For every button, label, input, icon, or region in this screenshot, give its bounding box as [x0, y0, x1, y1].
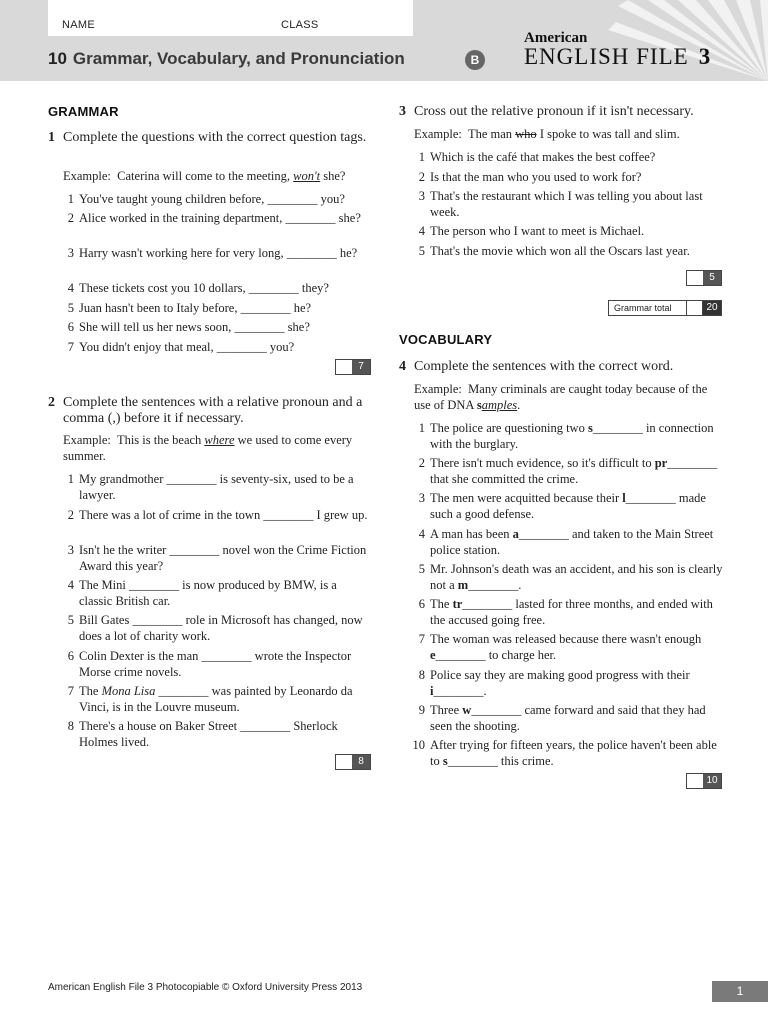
- version-badge: B: [465, 50, 485, 70]
- item-text: That's the movie which won all the Oscars last year.: [430, 244, 690, 258]
- question-3: [399, 104, 744, 120]
- example-text-end: she?: [320, 169, 346, 183]
- list-item[interactable]: [418, 490, 724, 522]
- example-label: Example:: [414, 127, 462, 141]
- grammar-total-input[interactable]: [687, 301, 703, 315]
- list-item[interactable]: [67, 245, 369, 261]
- list-item[interactable]: [67, 542, 371, 574]
- list-item[interactable]: [67, 577, 371, 609]
- score-box-q1[interactable]: [335, 359, 371, 375]
- item-number: 4: [418, 224, 425, 238]
- item-number: 2: [418, 170, 425, 184]
- item-text: There's a house on Baker Street ________ Sherlock Holmes lived.: [79, 719, 338, 749]
- item-text-end: ________ was painted by Leonardo da Vinci, is in the Louvre museum.: [79, 684, 353, 714]
- item-number: 3: [418, 189, 425, 203]
- score-max: 8: [352, 755, 370, 769]
- question-instruction: Complete the sentences with a relative pronoun and a comma (,) before it if necessary.: [63, 395, 363, 426]
- item-text-end: ________.: [468, 578, 522, 592]
- item-number: 1: [67, 472, 74, 486]
- item-text-end: ________ this crime.: [447, 754, 554, 768]
- example-label: Example:: [63, 433, 111, 447]
- item-text: There isn't much evidence, so it's difficult to: [430, 456, 655, 470]
- item-number: 3: [418, 491, 425, 505]
- item-text: My grandmother ________ is seventy-six, used to be a lawyer.: [79, 472, 354, 502]
- list-item[interactable]: [418, 223, 725, 239]
- item-number: 9: [418, 703, 425, 717]
- example-answer: won't: [293, 169, 321, 183]
- item-first-letter: e: [430, 648, 436, 662]
- item-number: 4: [67, 578, 74, 592]
- footer-brand: American English File 3: [48, 982, 154, 993]
- item-text: The Mini ________ is now produced by BMW, is a classic British car.: [79, 578, 337, 608]
- item-number: 4: [67, 281, 74, 295]
- list-item[interactable]: [418, 169, 725, 185]
- item-text: The men were acquitted because their: [430, 491, 623, 505]
- item-text: The police are questioning two: [430, 421, 588, 435]
- list-item[interactable]: [67, 300, 369, 316]
- brand-american: American: [524, 30, 588, 46]
- example-2: [63, 432, 363, 464]
- score-input[interactable]: [336, 755, 352, 769]
- item-number: 8: [418, 668, 425, 682]
- header-band: [0, 0, 768, 81]
- item-first-letter: m: [457, 578, 469, 592]
- item-number: 3: [67, 543, 74, 557]
- example-text-end: we used to come every summer.: [63, 433, 353, 463]
- list-item[interactable]: [67, 507, 371, 523]
- item-text: Colin Dexter is the man ________ wrote the Inspector Morse crime novels.: [79, 649, 352, 679]
- list-item[interactable]: [418, 420, 724, 452]
- question-1: [48, 130, 368, 146]
- score-box-q2[interactable]: [335, 754, 371, 770]
- item-title-italic: Mona Lisa: [101, 684, 156, 698]
- item-text: The: [430, 597, 453, 611]
- item-first-letter: a: [512, 527, 519, 541]
- item-text: Three: [430, 703, 463, 717]
- item-number: 6: [418, 597, 425, 611]
- list-item[interactable]: [67, 612, 371, 644]
- item-text: There was a lot of crime in the town ________ I grew up.: [79, 508, 368, 522]
- example-text: The man: [467, 127, 516, 141]
- grammar-total-label: Grammar total: [609, 301, 687, 315]
- list-item[interactable]: [418, 188, 725, 220]
- example-struck-word: who: [515, 127, 537, 141]
- item-number: 6: [67, 649, 74, 663]
- example-text: Many criminals are caught today because of the use of DNA: [414, 382, 708, 412]
- item-number: 7: [418, 632, 425, 646]
- item-number: 5: [418, 562, 425, 576]
- page-title: [48, 49, 405, 69]
- item-number: 2: [67, 508, 74, 522]
- question-instruction: Complete the sentences with the correct word.: [414, 359, 674, 374]
- example-label: Example:: [63, 169, 111, 183]
- example-text-end: .: [517, 398, 521, 412]
- list-item[interactable]: [67, 319, 369, 335]
- item-text: Mr. Johnson's death was an accident, and his son is clearly not a: [430, 562, 723, 592]
- item-text: You've taught young children before, ________ you?: [79, 192, 345, 206]
- item-number: 10: [412, 738, 425, 752]
- item-text-end: ________ in connection with the burglary.: [430, 421, 714, 451]
- item-text-end: ________.: [433, 684, 487, 698]
- item-text: A man has been: [430, 527, 513, 541]
- list-item[interactable]: [67, 339, 369, 355]
- score-max: 5: [703, 271, 721, 285]
- question-4: [399, 359, 744, 375]
- vocabulary-heading: VOCABULARY: [399, 332, 493, 347]
- page-number: 1: [712, 981, 768, 1002]
- example-answer: amples: [481, 398, 518, 412]
- item-number: 5: [67, 613, 74, 627]
- item-text: Isn't he the writer ________ novel won the Crime Fiction Award this year?: [79, 543, 367, 573]
- grammar-total-max: 20: [703, 301, 721, 315]
- item-number: 5: [418, 244, 425, 258]
- item-text: Juan hasn't been to Italy before, ________ he?: [79, 301, 312, 315]
- item-number: 3: [67, 246, 74, 260]
- list-item[interactable]: [67, 280, 369, 296]
- grammar-total-box[interactable]: [608, 300, 722, 316]
- brand-main-text: ENGLISH FILE: [524, 44, 689, 69]
- list-item[interactable]: [67, 191, 369, 207]
- question-instruction: Complete the questions with the correct question tags.: [63, 130, 367, 145]
- brand-level: 3: [698, 44, 712, 69]
- question-number: 1: [48, 130, 55, 145]
- item-text: Police say they are making good progress with their: [430, 668, 690, 682]
- list-item[interactable]: [67, 471, 371, 503]
- item-text: Harry wasn't working here for very long, ________ he?: [79, 246, 358, 260]
- item-text-end: ________ to charge her.: [435, 648, 557, 662]
- item-number: 6: [67, 320, 74, 334]
- example-answer: where: [204, 433, 235, 447]
- item-text: The: [79, 684, 102, 698]
- item-number: 8: [67, 719, 74, 733]
- item-number: 1: [67, 192, 74, 206]
- item-first-letter: pr: [654, 456, 668, 470]
- question-instruction: Cross out the relative pronoun if it isn't necessary.: [414, 104, 694, 119]
- list-item[interactable]: [418, 526, 724, 558]
- question-number: 2: [48, 395, 55, 410]
- class-label: CLASS: [281, 19, 319, 31]
- score-input[interactable]: [336, 360, 352, 374]
- list-item[interactable]: [67, 210, 369, 226]
- item-number: 7: [67, 340, 74, 354]
- score-input[interactable]: [687, 774, 703, 788]
- item-text-end: ________ that she committed the crime.: [430, 456, 718, 486]
- list-item[interactable]: [412, 737, 724, 769]
- item-first-letter: s: [442, 754, 448, 768]
- list-item[interactable]: [67, 718, 371, 750]
- question-2: [48, 395, 363, 427]
- list-item[interactable]: [67, 648, 371, 680]
- list-item[interactable]: [418, 243, 725, 259]
- item-number: 2: [67, 211, 74, 225]
- footer-rights: Photocopiable © Oxford University Press 2013: [155, 982, 363, 993]
- item-first-letter: i: [430, 684, 434, 698]
- item-first-letter: tr: [452, 597, 463, 611]
- name-label: NAME: [62, 19, 95, 31]
- question-number: 3: [399, 104, 406, 119]
- item-first-letter: l: [622, 491, 626, 505]
- item-number: 1: [418, 150, 425, 164]
- list-item[interactable]: [418, 631, 724, 663]
- item-text: Which is the café that makes the best coffee?: [430, 150, 656, 164]
- question-number: 4: [399, 359, 406, 374]
- example-label: Example:: [414, 382, 462, 396]
- list-item[interactable]: [418, 667, 724, 699]
- item-text: These tickets cost you 10 dollars, ________ they?: [79, 281, 329, 295]
- item-text: The person who I want to meet is Michael.: [430, 224, 645, 238]
- list-item[interactable]: [418, 561, 724, 593]
- item-text: She will tell us her news soon, ________ she?: [79, 320, 310, 334]
- example-first-letter: s: [476, 398, 482, 412]
- score-max: 7: [352, 360, 370, 374]
- item-number: 5: [67, 301, 74, 315]
- item-text-end: ________ came forward and said that they had seen the shooting.: [430, 703, 706, 733]
- item-text-end: ________ lasted for three months, and ended with the accused going free.: [430, 597, 713, 627]
- unit-number: 10: [48, 49, 67, 68]
- item-text: Alice worked in the training department, ________ she?: [79, 211, 361, 225]
- name-class-field[interactable]: [48, 0, 413, 36]
- item-number: 7: [67, 684, 74, 698]
- example-text: Caterina will come to the meeting,: [117, 169, 294, 183]
- brand-logo: [524, 44, 711, 70]
- item-number: 1: [418, 421, 425, 435]
- score-max: 10: [703, 774, 721, 788]
- item-text-end: ________ and taken to the Main Street police station.: [430, 527, 714, 557]
- footer: [48, 982, 362, 993]
- score-box-q4[interactable]: [686, 773, 722, 789]
- item-text: The woman was released because there wasn't enough: [430, 632, 702, 646]
- unit-title-text: Grammar, Vocabulary, and Pronunciation: [72, 49, 405, 68]
- item-text: You didn't enjoy that meal, ________ you?: [79, 340, 295, 354]
- example-text: This is the beach: [116, 433, 205, 447]
- list-item[interactable]: [418, 149, 725, 165]
- list-item[interactable]: [418, 455, 724, 487]
- item-number: 4: [418, 527, 425, 541]
- score-box-q3[interactable]: [686, 270, 722, 286]
- item-first-letter: w: [462, 703, 472, 717]
- item-text-end: ________ made such a good defense.: [430, 491, 706, 521]
- item-text: Bill Gates ________ role in Microsoft has changed, now does a lot of charity work.: [79, 613, 363, 643]
- example-3: [414, 126, 734, 142]
- list-item[interactable]: [418, 702, 724, 734]
- grammar-heading: GRAMMAR: [48, 104, 119, 119]
- example-1: [63, 168, 373, 184]
- list-item[interactable]: [67, 683, 371, 715]
- item-text: That's the restaurant which I was telling you about last week.: [430, 189, 703, 219]
- item-text: After trying for fifteen years, the police haven't been able to: [430, 738, 717, 768]
- list-item[interactable]: [418, 596, 724, 628]
- item-number: 2: [418, 456, 425, 470]
- example-4: [414, 381, 724, 413]
- example-text-end: I spoke to was tall and slim.: [536, 127, 680, 141]
- item-text: Is that the man who you used to work for?: [430, 170, 642, 184]
- item-first-letter: s: [587, 421, 593, 435]
- score-input[interactable]: [687, 271, 703, 285]
